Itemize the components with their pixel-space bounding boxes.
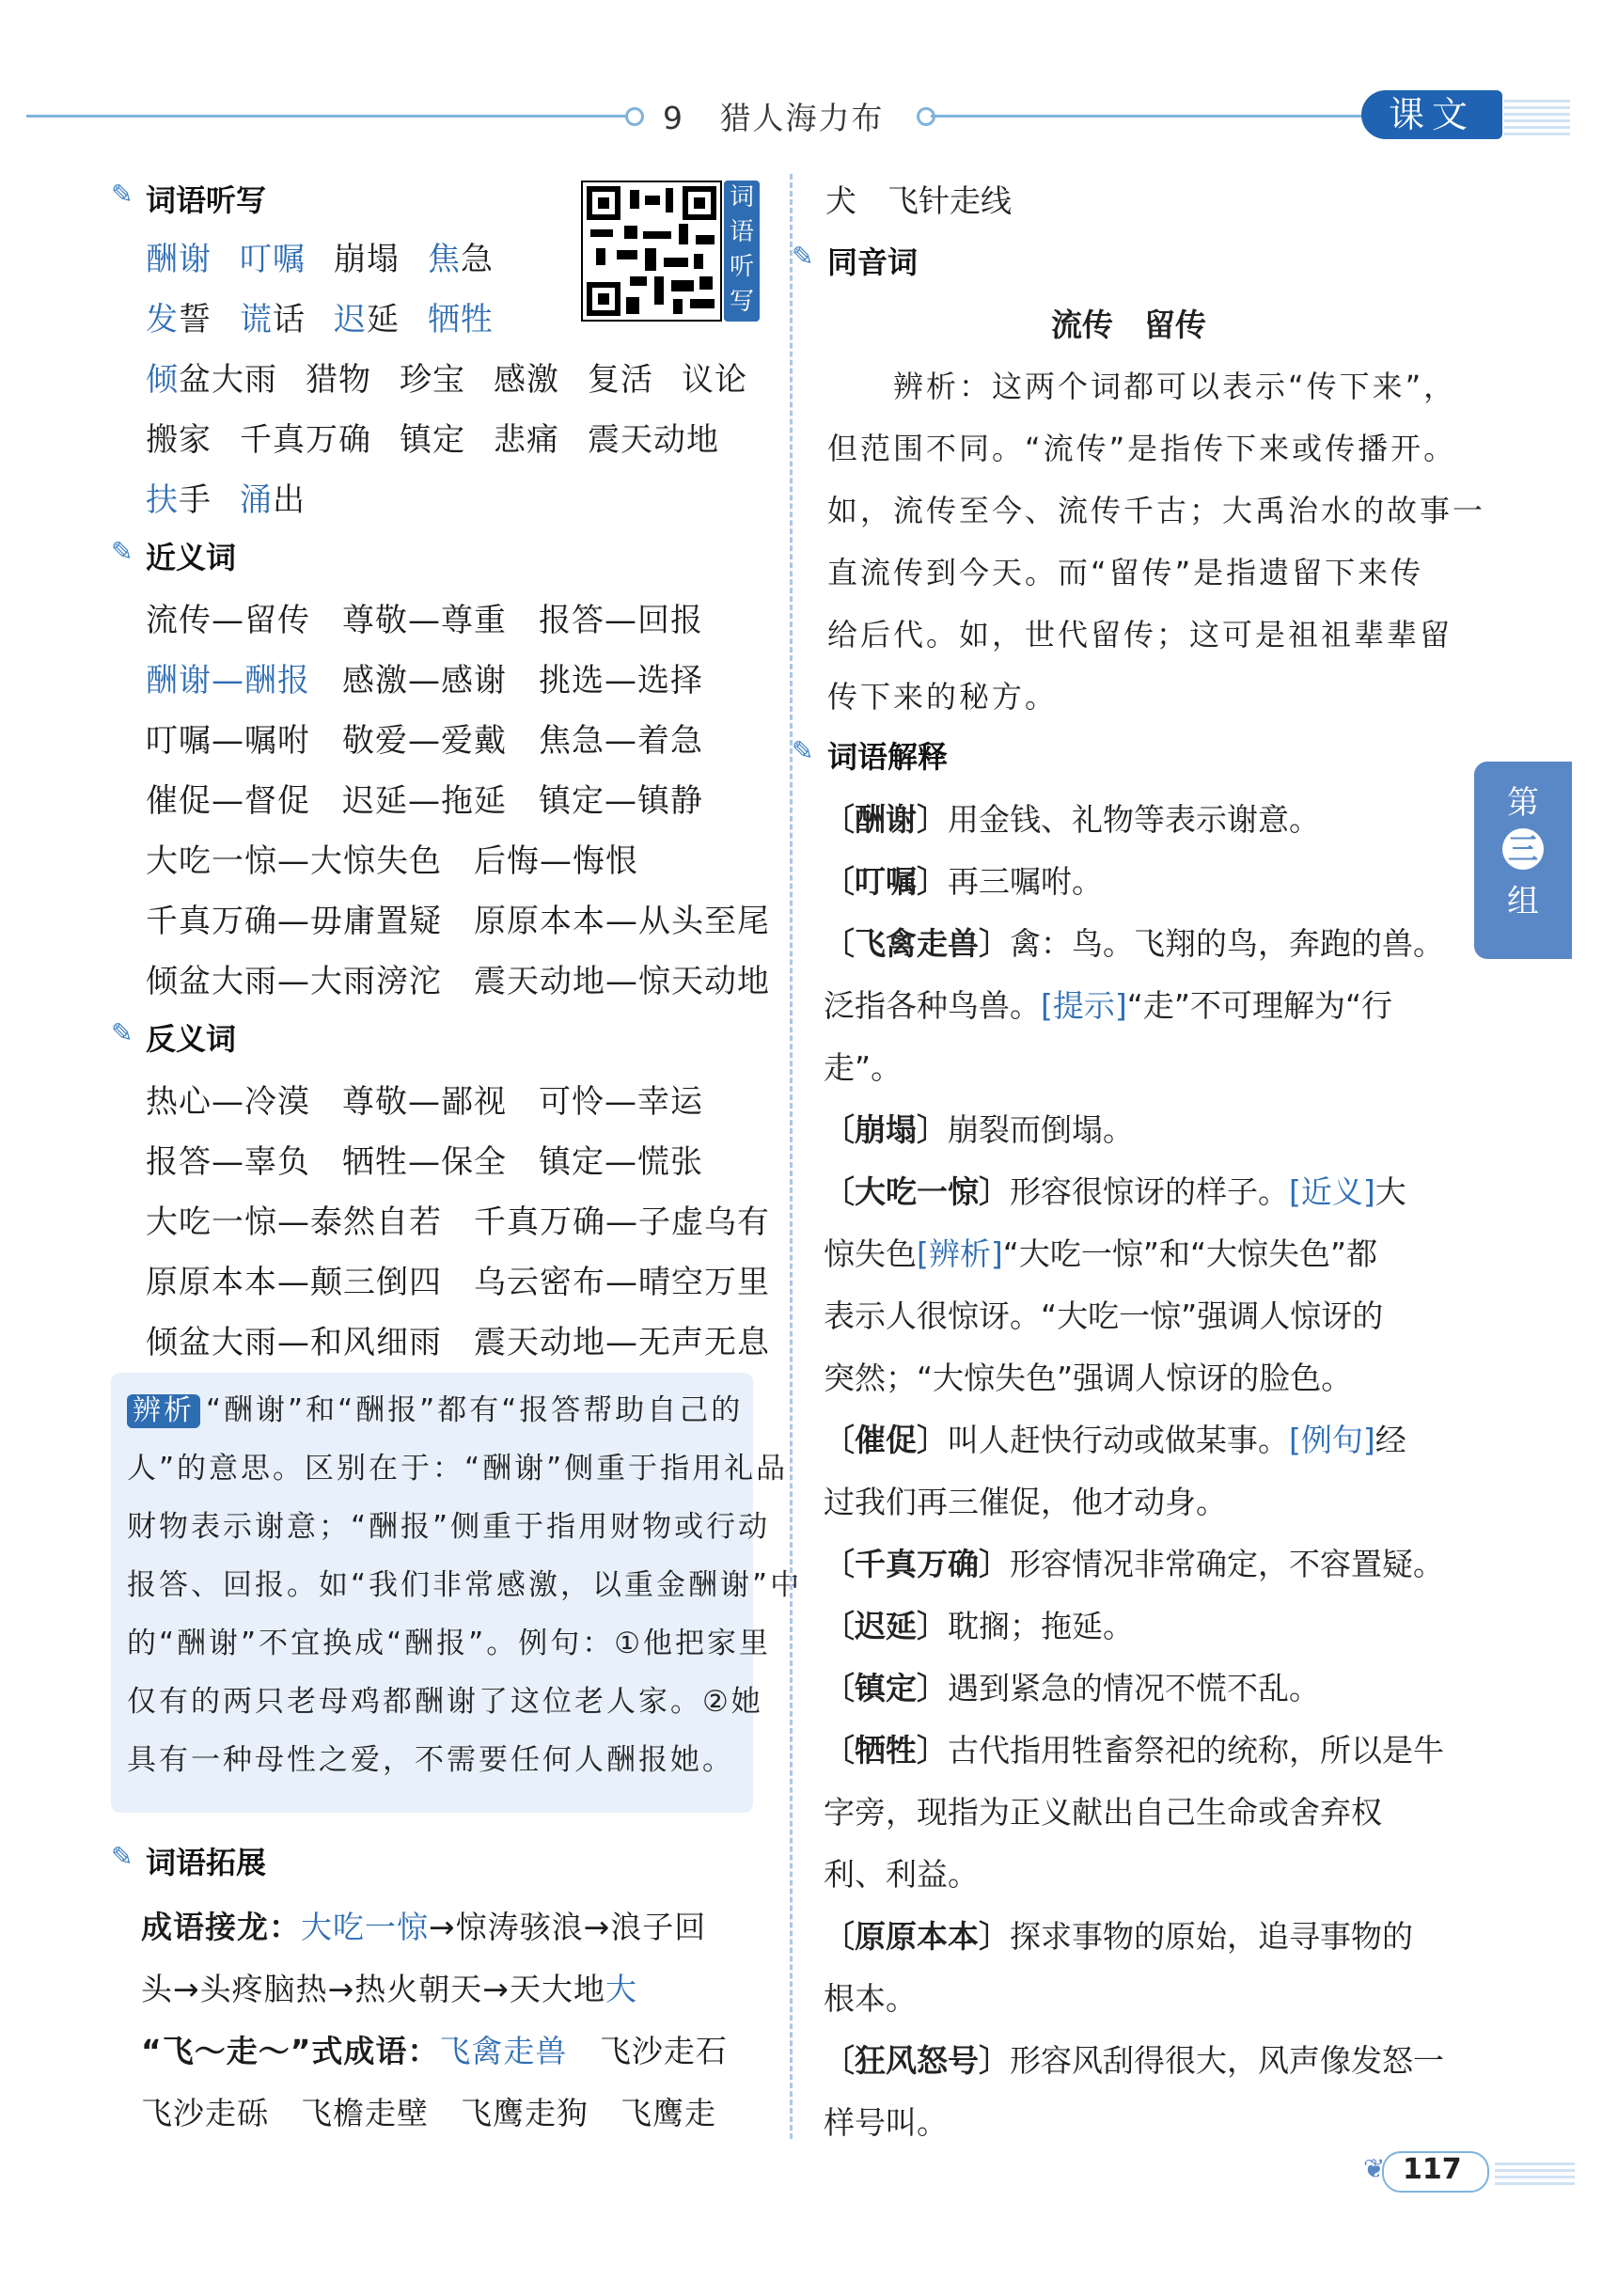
header-pattern	[1504, 98, 1570, 135]
fanyi-pair: 震天动地—无声无息	[474, 1324, 770, 1361]
definition-term: 〔催促〕	[824, 1422, 948, 1458]
tingxie-word: 珍宝	[400, 361, 465, 399]
pencil-icon: ✎	[792, 735, 814, 766]
definition-line	[824, 920, 1444, 964]
tongyin-line-4: 直流传到今天。而“留传”是指遗留下来传	[827, 555, 1424, 590]
pencil-icon: ✎	[111, 179, 134, 210]
tingxie-word: 震天动地	[588, 421, 719, 459]
analysis-line-2: 人”的意思。区别在于：“酬谢”侧重于指用礼品	[127, 1452, 789, 1486]
fanyi-pair: 热心—冷漠	[146, 1083, 310, 1121]
definition-term: 〔大吃一惊〕	[824, 1173, 1010, 1210]
tingxie-row-2	[146, 293, 522, 339]
analysis-text: “酬谢”和“酬报”都有“报答帮助自己的	[206, 1393, 744, 1427]
jinyi-pair: 挑选—选择	[539, 662, 703, 700]
jinyi-pair: 迟延—拖延	[342, 782, 507, 820]
jielong-line-2	[141, 1965, 637, 2009]
jinyi-pair: 大吃一惊—大惊失色	[146, 842, 442, 880]
definition-line	[824, 982, 1392, 1026]
side-tab-bottom: 组	[1507, 883, 1539, 920]
fanyi-pair: 尊敬—鄙视	[342, 1083, 507, 1121]
tingxie-word: 迟延	[334, 301, 400, 338]
definition-line	[824, 1974, 917, 2019]
section-title-fanyi: 反义词	[146, 1021, 237, 1057]
definition-text: 走”。	[824, 1049, 903, 1086]
analysis-line-7: 具有一种母性之爱，不需要任何人酬报她。	[127, 1743, 734, 1777]
definition-term: 〔飞禽走兽〕	[824, 925, 1010, 962]
tingxie-row-3	[146, 354, 776, 400]
definition-text: 根本。	[824, 1980, 917, 2017]
tingxie-word: 镇定	[400, 421, 465, 459]
definition-text: 遇到紧急的情况不慌不乱。	[948, 1670, 1320, 1706]
definition-line	[824, 1788, 1382, 1832]
jinyi-row-4	[146, 775, 735, 821]
tingxie-word: 复活	[588, 361, 653, 399]
definition-line	[824, 1540, 1444, 1584]
page-number: 117	[1403, 2153, 1462, 2186]
analysis-line-4: 报答、回报。如“我们非常感激，以重金酬谢”中	[127, 1568, 803, 1602]
tingxie-word: 叮嘱	[240, 241, 306, 278]
definition-text: 字旁，现指为正义献出自己生命或舍弃权	[824, 1794, 1382, 1831]
jinyi-pair: 原原本本—从头至尾	[474, 903, 770, 940]
tongyin-pair: 流传 留传	[1051, 307, 1206, 343]
jielong-chain: 头→头疼脑热→热火朝天→天大地	[141, 1971, 605, 2007]
definition-text: 用金钱、礼物等表示谢意。	[948, 801, 1320, 838]
qr-code[interactable]	[581, 181, 722, 322]
definition-line	[824, 2037, 1444, 2081]
definition-text: 古代指用牲畜祭祀的统称，所以是牛	[948, 1732, 1444, 1769]
tongyin-line-6: 传下来的秘方。	[827, 679, 1059, 715]
fanyi-pair: 镇定—慌张	[539, 1143, 703, 1181]
side-tab-number: 三	[1502, 828, 1544, 870]
lesson-number: 9	[663, 100, 684, 136]
tingxie-word: 崩塌	[334, 241, 400, 278]
tingxie-word: 涌出	[240, 481, 306, 519]
definition-term: 〔迟延〕	[824, 1608, 948, 1644]
definition-text: 表示人很惊讶。“大吃一惊”强调人惊讶的	[824, 1297, 1384, 1334]
definition-line	[824, 1354, 1352, 1398]
jinyi-pair: 镇定—镇静	[539, 782, 703, 820]
jinyi-row-2	[146, 654, 735, 700]
tingxie-row-1	[146, 233, 522, 279]
definition-term: 〔狂风怒号〕	[824, 2042, 1010, 2079]
jinyi-pair: 流传—留传	[146, 602, 310, 639]
definition-text: 样号叫。	[824, 2104, 948, 2141]
tingxie-word: 酬谢	[146, 241, 212, 278]
tingxie-word: 搬家	[146, 421, 212, 459]
tingxie-word: 扶手	[146, 481, 212, 519]
tongyin-line-1: 辨析：这两个词都可以表示“传下来”，	[893, 369, 1457, 404]
jinyi-pair: 尊敬—尊重	[342, 602, 507, 639]
pencil-icon: ✎	[111, 536, 134, 567]
jielong-end: 大	[605, 1971, 637, 2007]
qr-label: 词 语 听 写	[724, 181, 760, 322]
definition-text: 形容情况非常确定，不容置疑。	[1010, 1546, 1444, 1582]
lesson-heading	[663, 94, 884, 138]
definition-text: 形容风刮得很大，风声像发怒一	[1010, 2042, 1444, 2079]
fanyi-pair: 倾盆大雨—和风细雨	[146, 1324, 442, 1361]
tongyin-line-3: 如，流传至今、流传千古；大禹治水的故事一	[827, 493, 1486, 528]
jinyi-row-1	[146, 594, 735, 640]
definition-term: 〔原原本本〕	[824, 1918, 1010, 1955]
jinyi-pair: 后悔—悔恨	[474, 842, 638, 880]
tingxie-row-4	[146, 414, 747, 460]
jinyi-pair: 震天动地—惊天动地	[474, 963, 770, 1000]
fanyi-pair: 乌云密布—晴空万里	[474, 1264, 770, 1301]
jinyi-row-5	[146, 835, 670, 881]
definition-line	[824, 1602, 1134, 1646]
analysis-line-1	[127, 1386, 743, 1428]
fanyi-pair: 报答—辜负	[146, 1143, 310, 1181]
definition-text: 再三嘱咐。	[948, 863, 1103, 900]
footer-pattern	[1495, 2159, 1575, 2185]
section-title-jieshi: 词语解释	[827, 739, 949, 775]
analysis-tag: 辨析	[127, 1394, 200, 1428]
definition-line	[824, 1912, 1413, 1957]
definition-text: 禽：鸟。飞翔的鸟，奔跑的兽。	[1010, 925, 1444, 962]
jinyi-row-7	[146, 955, 802, 1001]
feizou-line-1	[141, 2027, 728, 2071]
definition-text: 耽搁；拖延。	[948, 1608, 1134, 1644]
pencil-icon: ✎	[111, 1841, 134, 1872]
fanyi-row-3	[146, 1196, 802, 1242]
definition-line	[824, 1416, 1406, 1460]
section-title-tuozhan: 词语拓展	[146, 1845, 267, 1880]
tingxie-word: 议论	[682, 361, 747, 399]
section-title-tongyin: 同音词	[827, 244, 919, 280]
jinyi-pair: 催促—督促	[146, 782, 310, 820]
jielong-chain: →惊涛骇浪→浪子回	[429, 1909, 707, 1945]
tingxie-word: 牺牲	[428, 301, 494, 338]
tingxie-row-5	[146, 474, 334, 520]
definition-text: 泛指各种鸟兽。[提示]“走”不可理解为“行	[824, 987, 1393, 1024]
definition-line	[824, 857, 1103, 902]
jielong-label: 成语接龙：	[141, 1909, 301, 1945]
analysis-line-6: 仅有的两只老母鸡都酬谢了这位老人家。②她	[127, 1685, 763, 1719]
leaf-icon: ❦	[1363, 2153, 1386, 2184]
definition-term: 〔崩塌〕	[824, 1111, 948, 1148]
definition-line	[824, 1726, 1444, 1770]
fanyi-pair: 千真万确—子虚乌有	[474, 1203, 770, 1241]
fanyi-pair: 原原本本—颠三倒四	[146, 1264, 442, 1301]
column-divider	[790, 174, 793, 2139]
definition-line	[824, 1168, 1406, 1212]
lesson-title: 猎人海力布	[719, 100, 885, 136]
tingxie-word: 谎话	[240, 301, 306, 338]
jinyi-pair: 感激—感谢	[342, 662, 507, 700]
section-title-tingxie: 词语听写	[146, 182, 267, 218]
definition-text: 形容很惊讶的样子。[近义]大	[1010, 1173, 1406, 1210]
definition-line	[824, 1850, 979, 1895]
analysis-line-3: 财物表示谢意；“酬报”侧重于指用财物或行动	[127, 1510, 771, 1544]
tongyin-line-2: 但范围不同。“流传”是指传下来或传播开。	[827, 431, 1457, 466]
definition-line	[824, 2099, 948, 2143]
jinyi-pair: 倾盆大雨—大雨滂沱	[146, 963, 442, 1000]
definition-text: 利、利益。	[824, 1856, 979, 1893]
definition-term: 〔千真万确〕	[824, 1546, 1010, 1582]
feizou-line-3: 犬 飞针走线	[825, 182, 1012, 219]
tingxie-word: 千真万确	[240, 421, 371, 459]
jinyi-pair: 报答—回报	[539, 602, 703, 639]
jinyi-pair: 千真万确—毋庸置疑	[146, 903, 442, 940]
definition-line	[824, 1106, 1134, 1150]
definition-term: 〔酬谢〕	[824, 801, 948, 838]
definition-line	[824, 1478, 1227, 1522]
jinyi-row-6	[146, 895, 802, 941]
section-title-jinyi: 近义词	[146, 540, 237, 575]
tongyin-line-5: 给后代。如，世代留传；这可是祖祖辈辈留	[827, 617, 1453, 653]
definition-line	[824, 1044, 902, 1088]
header-dot-left	[625, 107, 644, 126]
definition-text: 叫人赶快行动或做某事。[例句]经	[948, 1422, 1406, 1458]
feizou-item: 飞沙走石	[599, 2033, 728, 2069]
feizou-label: “飞～走～”式成语：	[141, 2033, 440, 2069]
fanyi-pair: 牺牲—保全	[342, 1143, 507, 1181]
jielong-line-1	[141, 1903, 706, 1947]
unit-side-tab	[1474, 762, 1572, 959]
definition-text: 崩裂而倒塌。	[948, 1111, 1134, 1148]
tingxie-word: 悲痛	[494, 421, 559, 459]
definition-line	[824, 795, 1320, 840]
definition-text: 惊失色[辨析]“大吃一惊”和“大惊失色”都	[824, 1235, 1378, 1272]
header-rule-left	[26, 115, 633, 118]
fanyi-row-1	[146, 1076, 735, 1122]
tingxie-word: 猎物	[306, 361, 371, 399]
definition-line	[824, 1292, 1383, 1336]
fanyi-row-2	[146, 1136, 735, 1182]
fanyi-row-5	[146, 1316, 802, 1362]
pencil-icon: ✎	[792, 241, 814, 272]
analysis-line-5: 的“酬谢”不宜换成“酬报”。例句：①他把家里	[127, 1627, 772, 1660]
definition-term: 〔镇定〕	[824, 1670, 948, 1706]
definition-term: 〔叮嘱〕	[824, 863, 948, 900]
header-rule-right	[931, 115, 1365, 118]
jinyi-row-3	[146, 715, 735, 761]
jielong-start: 大吃一惊	[301, 1909, 429, 1945]
definition-text: 过我们再三催促，他才动身。	[824, 1484, 1227, 1520]
definition-line	[824, 1230, 1377, 1274]
pencil-icon: ✎	[111, 1017, 134, 1048]
feizou-first: 飞禽走兽	[439, 2033, 568, 2069]
fanyi-row-4	[146, 1256, 802, 1302]
feizou-line-2: 飞沙走砾 飞檐走壁 飞鹰走狗 飞鹰走	[141, 2095, 716, 2131]
definition-term: 〔牺牲〕	[824, 1732, 948, 1769]
tingxie-word: 倾盆大雨	[146, 361, 277, 399]
jinyi-pair: 焦急—着急	[539, 722, 703, 760]
definition-text: 突然；“大惊失色”强调人惊讶的脸色。	[824, 1360, 1353, 1396]
tingxie-word: 感激	[494, 361, 559, 399]
lesson-type-badge: 课文	[1361, 90, 1502, 139]
tingxie-word: 焦急	[428, 241, 494, 278]
jinyi-pair: 敬爱—爱戴	[342, 722, 507, 760]
jinyi-pair: 酬谢—酬报	[146, 662, 310, 700]
definition-line	[824, 1664, 1320, 1708]
fanyi-pair: 可怜—幸运	[539, 1083, 703, 1121]
tingxie-word: 发誓	[146, 301, 212, 338]
side-tab-top: 第	[1507, 784, 1539, 822]
fanyi-pair: 大吃一惊—泰然自若	[146, 1203, 442, 1241]
definition-text: 探求事物的原始，追寻事物的	[1010, 1918, 1413, 1955]
jinyi-pair: 叮嘱—嘱咐	[146, 722, 310, 760]
